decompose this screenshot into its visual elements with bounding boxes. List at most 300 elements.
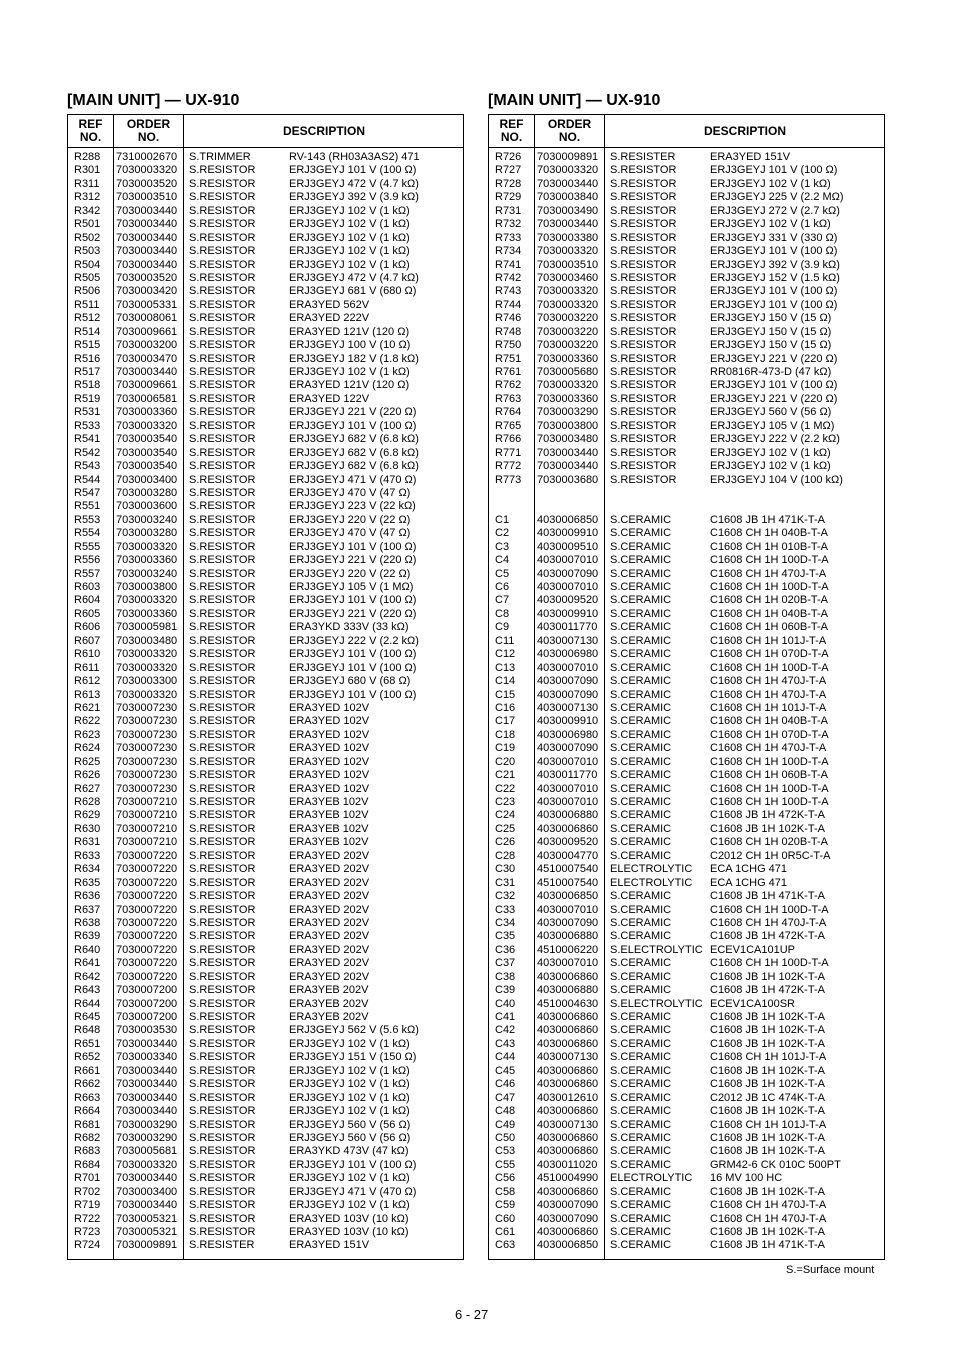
cell-part-number: C1608 CH 1H 470J-T-A <box>710 916 827 929</box>
cell-ref-no: R629 <box>74 809 101 822</box>
table-row <box>68 1159 463 1172</box>
cell-ref-no: R312 <box>74 191 101 204</box>
cell-order-no: 7030003320 <box>537 298 599 311</box>
table-row <box>489 890 884 903</box>
table-row <box>489 756 884 769</box>
cell-part-number: RV-143 (RH03A3AS2) 471 <box>289 151 420 163</box>
cell-part-type: S.RESISTOR <box>189 648 256 661</box>
cell-order-no: 7030003400 <box>116 1185 178 1198</box>
table-row <box>68 930 463 943</box>
cell-part-type: S.RESISTOR <box>189 406 256 419</box>
cell-order-no: 7030003320 <box>116 594 178 607</box>
cell-ref-no: R610 <box>74 648 101 661</box>
cell-part-type: ELECTROLYTIC <box>610 863 693 876</box>
cell-order-no: 4030007130 <box>537 1118 599 1131</box>
cell-order-no: 4030007130 <box>537 701 599 714</box>
cell-ref-no: R551 <box>74 500 101 513</box>
cell-order-no: 7030007220 <box>116 916 178 929</box>
cell-ref-no: C46 <box>495 1078 516 1091</box>
table-row <box>489 460 884 473</box>
cell-order-no: 7030007220 <box>116 970 178 983</box>
cell-order-no: 7030009661 <box>116 325 178 338</box>
cell-part-number: C1608 CH 1H 470J-T-A <box>710 1199 827 1212</box>
cell-part-number: ERJ3GEYJ 100 V (10 Ω) <box>289 339 411 352</box>
cell-part-type: S.RESISTOR <box>189 1078 256 1091</box>
table-row <box>489 527 884 540</box>
cell-part-type: S.RESISTOR <box>189 728 256 741</box>
cell-part-number: ERJ3GEYJ 101 V (100 Ω) <box>710 164 838 177</box>
cell-ref-no: R626 <box>74 769 101 782</box>
cell-part-number: C1608 CH 1H 040B-T-A <box>710 607 828 620</box>
cell-part-number: C1608 CH 1H 070D-T-A <box>710 728 829 741</box>
cell-ref-no: R732 <box>495 218 522 231</box>
cell-order-no: 4030006880 <box>537 930 599 943</box>
cell-part-type: S.RESISTOR <box>189 298 256 311</box>
table-row <box>68 527 463 540</box>
table-row <box>489 769 884 782</box>
cell-part-number: ERJ3GEYJ 102 V (1 kΩ) <box>710 218 831 231</box>
cell-part-number: C1608 JB 1H 102K-T-A <box>710 1078 825 1091</box>
cell-part-type: S.RESISTOR <box>189 567 256 580</box>
cell-ref-no: R541 <box>74 433 101 446</box>
cell-part-type: S.RESISTOR <box>610 366 677 378</box>
cell-part-type: S.RESISTOR <box>610 446 677 459</box>
cell-ref-no: R622 <box>74 715 101 728</box>
table-row <box>489 1038 884 1051</box>
table-row <box>489 178 884 191</box>
cell-ref-no: C35 <box>495 930 516 943</box>
cell-part-type: S.RESISTOR <box>189 419 256 432</box>
cell-order-no: 4030007010 <box>537 957 599 970</box>
cell-part-number: C1608 CH 1H 070D-T-A <box>710 648 829 661</box>
cell-ref-no: R556 <box>74 554 101 567</box>
cell-part-number: C2012 JB 1C 474K-T-A <box>710 1091 825 1104</box>
table-row <box>489 1186 884 1199</box>
cell-part-number: ERJ3GEYJ 472 V (4.7 kΩ) <box>289 177 419 190</box>
cell-part-number: ERA3YEB 102V <box>289 822 369 835</box>
cell-ref-no: C43 <box>495 1037 516 1050</box>
cell-part-number: ERJ3GEYJ 560 V (56 Ω) <box>289 1131 411 1144</box>
table-row <box>68 568 463 581</box>
cell-order-no: 4510004990 <box>537 1172 599 1185</box>
cell-ref-no: R727 <box>495 164 522 177</box>
cell-ref-no: R644 <box>74 997 101 1010</box>
cell-order-no: 7030007220 <box>116 943 178 956</box>
cell-part-number: C1608 CH 1H 470J-T-A <box>710 675 827 688</box>
table-row <box>489 1092 884 1105</box>
cell-part-type: S.RESISTOR <box>189 1185 256 1198</box>
cell-order-no: 7030003280 <box>116 527 178 540</box>
cell-ref-no: C59 <box>495 1199 516 1212</box>
cell-part-type: S.RESISTOR <box>189 1011 256 1023</box>
table-row <box>68 823 463 836</box>
cell-order-no: 7030003320 <box>116 661 178 674</box>
table-row <box>68 1239 463 1252</box>
cell-part-type: S.RESISTOR <box>189 701 256 714</box>
cell-ref-no: C22 <box>495 782 516 795</box>
table-row <box>489 1051 884 1064</box>
cell-ref-no: R504 <box>74 258 101 271</box>
cell-ref-no: R746 <box>495 312 522 325</box>
cell-part-number: ERA3YED 103V (10 kΩ) <box>289 1226 409 1238</box>
cell-part-number: ERA3YED 102V <box>289 742 370 755</box>
table-row <box>489 742 884 755</box>
cell-ref-no: C14 <box>495 675 516 688</box>
cell-part-type: S.CERAMIC <box>610 1011 672 1023</box>
cell-part-number: ERJ3GEYJ 682 V (6.8 kΩ) <box>289 460 419 473</box>
cell-part-number: C1608 CH 1H 040B-T-A <box>710 527 828 540</box>
cell-ref-no: C26 <box>495 836 516 849</box>
cell-order-no: 7030003540 <box>116 460 178 473</box>
cell-order-no: 7030003360 <box>537 352 599 365</box>
cell-ref-no: C49 <box>495 1118 516 1131</box>
cell-order-no: 4030007010 <box>537 782 599 795</box>
table-row <box>68 608 463 621</box>
table-row <box>68 1092 463 1105</box>
cell-ref-no: C24 <box>495 809 516 822</box>
cell-part-number: C1608 JB 1H 102K-T-A <box>710 1226 825 1238</box>
table-row <box>68 1038 463 1051</box>
table-row <box>489 151 884 164</box>
cell-part-type: S.RESISTOR <box>189 782 256 795</box>
cell-order-no: 7030003540 <box>116 433 178 446</box>
cell-part-number: C1608 JB 1H 472K-T-A <box>710 809 825 822</box>
cell-part-number: ERA3YED 122V <box>289 392 370 405</box>
cell-part-type: S.CERAMIC <box>610 890 672 903</box>
cell-part-type: S.RESISTOR <box>189 271 256 284</box>
table-row <box>489 339 884 352</box>
table-row <box>489 554 884 567</box>
cell-part-type: S.CERAMIC <box>610 782 672 795</box>
cell-order-no: 7030009661 <box>116 379 178 392</box>
cell-part-type: S.RESISTOR <box>189 191 256 204</box>
cell-part-type: S.CERAMIC <box>610 769 672 782</box>
cell-order-no: 7030003440 <box>116 218 178 231</box>
cell-part-type: S.RESISTOR <box>189 433 256 446</box>
table-row <box>489 635 884 648</box>
cell-part-number: ERJ3GEYJ 101 V (100 Ω) <box>710 285 838 298</box>
table-row <box>489 245 884 258</box>
table-row <box>68 957 463 970</box>
cell-part-type: S.RESISTOR <box>189 1172 256 1185</box>
cell-order-no: 4030007010 <box>537 661 599 674</box>
cell-ref-no: C58 <box>495 1185 516 1198</box>
table-row <box>489 809 884 822</box>
table-row <box>68 850 463 863</box>
cell-ref-no: C30 <box>495 863 516 876</box>
cell-order-no: 7030003220 <box>537 339 599 352</box>
cell-ref-no: C12 <box>495 648 516 661</box>
cell-part-number: ERJ3GEYJ 105 V (1 MΩ) <box>289 581 414 593</box>
cell-part-number: ERA3YED 102V <box>289 701 370 714</box>
cell-part-number: ERJ3GEYJ 182 V (1.8 kΩ) <box>289 352 419 365</box>
table-row <box>68 581 463 594</box>
cell-part-type: S.RESISTOR <box>189 379 256 392</box>
cell-order-no: 4030007010 <box>537 796 599 808</box>
right-table-body <box>489 151 884 1253</box>
cell-part-number: ECEV1CA100SR <box>710 997 795 1010</box>
table-row <box>489 689 884 702</box>
cell-part-type: S.RESISTOR <box>189 755 256 768</box>
cell-part-number: C1608 CH 1H 101J-T-A <box>710 1118 827 1131</box>
cell-part-type: S.RESISTOR <box>189 581 256 593</box>
cell-order-no: 7030003320 <box>116 688 178 701</box>
cell-ref-no: R645 <box>74 1011 101 1023</box>
cell-order-no: 4510007540 <box>537 876 599 889</box>
cell-part-type: S.RESISTOR <box>610 204 677 217</box>
cell-ref-no: C20 <box>495 755 516 768</box>
cell-ref-no: C40 <box>495 997 516 1010</box>
cell-ref-no: R542 <box>74 446 101 459</box>
cell-part-number: ERJ3GEYJ 101 V (100 Ω) <box>710 379 838 392</box>
table-row <box>68 245 463 258</box>
cell-part-number: ERA3YED 103V (10 kΩ) <box>289 1212 409 1225</box>
cell-order-no: 4030006880 <box>537 809 599 822</box>
cell-part-number: ERJ3GEYJ 150 V (15 Ω) <box>710 312 832 325</box>
cell-part-number: C1608 CH 1H 101J-T-A <box>710 634 827 647</box>
cell-order-no: 7030003490 <box>537 204 599 217</box>
cell-ref-no: R766 <box>495 433 522 446</box>
cell-order-no: 4510007540 <box>537 863 599 876</box>
cell-part-type: S.CERAMIC <box>610 1199 672 1212</box>
cell-ref-no: R511 <box>74 298 100 311</box>
cell-ref-no: R664 <box>74 1105 101 1118</box>
cell-part-type: S.CERAMIC <box>610 849 672 862</box>
table-row <box>68 420 463 433</box>
cell-part-type: S.RESISTOR <box>189 903 256 916</box>
cell-order-no: 4030006860 <box>537 1078 599 1091</box>
table-row <box>68 877 463 890</box>
table-row <box>489 1132 884 1145</box>
table-row <box>68 836 463 849</box>
cell-part-type: ELECTROLYTIC <box>610 1172 693 1185</box>
cell-ref-no: R505 <box>74 271 101 284</box>
cell-order-no: 7030007220 <box>116 890 178 903</box>
cell-part-type: S.CERAMIC <box>610 970 672 983</box>
cell-part-type: S.CERAMIC <box>610 634 672 647</box>
cell-ref-no: R557 <box>74 567 101 580</box>
cell-part-type: S.RESISTOR <box>189 688 256 701</box>
cell-order-no: 7030003320 <box>537 245 599 258</box>
cell-part-number: ERA3YKD 473V (47 kΩ) <box>289 1145 409 1158</box>
cell-part-number: ERJ3GEYJ 472 V (4.7 kΩ) <box>289 271 419 284</box>
table-row <box>68 1145 463 1158</box>
cell-ref-no: R506 <box>74 285 101 298</box>
cell-ref-no: R663 <box>74 1091 101 1104</box>
table-row <box>68 1119 463 1132</box>
cell-part-number: ERA3YED 202V <box>289 957 370 970</box>
cell-ref-no: C21 <box>495 769 516 782</box>
table-row <box>489 1145 884 1158</box>
cell-part-number: C1608 CH 1H 470J-T-A <box>710 742 827 755</box>
cell-order-no: 7030007220 <box>116 903 178 916</box>
cell-part-number: ERJ3GEYJ 681 V (680 Ω) <box>289 285 417 298</box>
table-row <box>68 487 463 500</box>
table-row <box>489 326 884 339</box>
cell-order-no: 4030009910 <box>537 527 599 540</box>
cell-part-number: C2012 CH 1H 0R5C-T-A <box>710 849 831 862</box>
table-row <box>68 1105 463 1118</box>
table-row <box>489 474 884 487</box>
cell-order-no: 7030003440 <box>116 1105 178 1118</box>
cell-ref-no: R723 <box>74 1226 101 1238</box>
cell-part-type: S.RESISTOR <box>189 970 256 983</box>
cell-ref-no: C37 <box>495 957 516 970</box>
cell-part-number: C1608 CH 1H 470J-T-A <box>710 688 827 701</box>
table-row <box>68 756 463 769</box>
cell-ref-no: R613 <box>74 688 101 701</box>
cell-order-no: 7030007230 <box>116 755 178 768</box>
cell-order-no: 7030003440 <box>116 258 178 271</box>
cell-order-no: 7030003840 <box>537 191 599 204</box>
cell-order-no: 7030003510 <box>116 191 178 204</box>
cell-part-number: ERJ3GEYJ 272 V (2.7 kΩ) <box>710 204 840 217</box>
cell-part-type: S.CERAMIC <box>610 822 672 835</box>
cell-order-no: 7030003320 <box>537 164 599 177</box>
cell-ref-no: R651 <box>74 1037 101 1050</box>
cell-order-no: 4030007090 <box>537 675 599 688</box>
cell-part-type: S.RESISTOR <box>610 433 677 446</box>
cell-part-number: ERA3YED 202V <box>289 863 370 876</box>
cell-part-number: C1608 CH 1H 100D-T-A <box>710 903 829 916</box>
table-row <box>489 823 884 836</box>
cell-ref-no: R623 <box>74 728 101 741</box>
cell-part-number: C1608 JB 1H 102K-T-A <box>710 1105 825 1118</box>
cell-part-type: S.RESISTOR <box>189 809 256 822</box>
table-row <box>489 272 884 285</box>
cell-ref-no: R301 <box>74 164 101 177</box>
cell-part-type: S.RESISTOR <box>189 177 256 190</box>
table-row <box>489 406 884 419</box>
cell-part-type: S.CERAMIC <box>610 567 672 580</box>
table-row <box>68 500 463 513</box>
cell-ref-no: R635 <box>74 876 101 889</box>
header-order-label: ORDER NO. <box>126 117 171 144</box>
cell-ref-no: C39 <box>495 984 516 997</box>
cell-order-no: 7030003200 <box>116 339 178 352</box>
cell-ref-no: R633 <box>74 849 101 862</box>
cell-ref-no: R621 <box>74 701 101 714</box>
cell-part-number: ERJ3GEYJ 101 V (100 Ω) <box>289 1158 417 1171</box>
cell-part-number: ERJ3GEYJ 225 V (2.2 MΩ) <box>710 191 844 204</box>
cell-ref-no: R603 <box>74 581 101 593</box>
cell-part-number: 16 MV 100 HC <box>710 1172 783 1185</box>
cell-part-type: S.RESISTOR <box>189 957 256 970</box>
cell-part-type: S.CERAMIC <box>610 742 672 755</box>
cell-order-no: 7030003220 <box>537 325 599 338</box>
cell-ref-no: R642 <box>74 970 101 983</box>
cell-ref-no: R744 <box>495 298 522 311</box>
cell-ref-no: R726 <box>495 151 522 163</box>
cell-part-type: S.RESISTOR <box>189 594 256 607</box>
cell-part-type: S.CERAMIC <box>610 1051 672 1064</box>
cell-part-type: S.CERAMIC <box>610 1158 672 1171</box>
cell-part-type: S.RESISTOR <box>189 1158 256 1171</box>
cell-order-no: 7030005681 <box>116 1145 178 1158</box>
cell-ref-no: C5 <box>495 567 510 580</box>
cell-part-number: ERJ3GEYJ 102 V (1 kΩ) <box>289 1037 410 1050</box>
cell-order-no: 7030003480 <box>537 433 599 446</box>
cell-part-type: S.RESISTOR <box>189 164 256 177</box>
table-row <box>68 863 463 876</box>
table-row <box>68 178 463 191</box>
cell-part-number: C1608 JB 1H 102K-T-A <box>710 1037 825 1050</box>
cell-part-number: C1608 CH 1H 470J-T-A <box>710 567 827 580</box>
cell-order-no: 7030007230 <box>116 701 178 714</box>
cell-order-no: 4030006860 <box>537 1037 599 1050</box>
cell-ref-no: R731 <box>495 204 522 217</box>
header-description <box>605 115 885 147</box>
left-parts-table <box>67 114 464 1260</box>
cell-part-number: ERA3YED 202V <box>289 970 370 983</box>
table-row <box>68 541 463 554</box>
table-row <box>68 164 463 177</box>
cell-ref-no: R722 <box>74 1212 101 1225</box>
cell-order-no: 7030003800 <box>537 419 599 432</box>
cell-part-number: ERJ3GEYJ 102 V (1 kΩ) <box>289 1078 410 1091</box>
table-row <box>68 729 463 742</box>
cell-ref-no: R512 <box>74 312 101 325</box>
cell-part-type: S.RESISTOR <box>610 325 677 338</box>
table-row <box>489 218 884 231</box>
cell-order-no: 7030007200 <box>116 997 178 1010</box>
cell-order-no: 4030007090 <box>537 742 599 755</box>
cell-part-type: ELECTROLYTIC <box>610 876 693 889</box>
cell-ref-no: R544 <box>74 473 101 486</box>
table-row <box>68 635 463 648</box>
cell-ref-no: C23 <box>495 796 516 808</box>
cell-order-no: 7030008061 <box>116 312 178 325</box>
cell-part-number: ECA 1CHG 471 <box>710 863 788 876</box>
cell-part-type: S.RESISTOR <box>189 890 256 903</box>
cell-part-number: ERA3YED 102V <box>289 769 370 782</box>
cell-order-no: 7030005680 <box>537 366 599 378</box>
table-row <box>489 299 884 312</box>
cell-part-type: S.CERAMIC <box>610 1131 672 1144</box>
cell-part-type: S.RESISTOR <box>189 1091 256 1104</box>
header-ref-label: REF NO. <box>78 117 103 144</box>
cell-order-no: 7030006581 <box>116 392 178 405</box>
cell-part-type: S.RESISTOR <box>610 177 677 190</box>
cell-order-no: 4030006860 <box>537 970 599 983</box>
cell-order-no: 4030006850 <box>537 890 599 903</box>
cell-ref-no: R743 <box>495 285 522 298</box>
cell-ref-no: R643 <box>74 984 101 997</box>
cell-order-no: 7030003220 <box>537 312 599 325</box>
cell-ref-no: R765 <box>495 419 522 432</box>
cell-ref-no: R554 <box>74 527 101 540</box>
cell-order-no: 7030003320 <box>537 379 599 392</box>
cell-part-type: S.RESISTOR <box>189 540 256 553</box>
cell-part-type: S.CERAMIC <box>610 715 672 728</box>
cell-ref-no: R648 <box>74 1024 101 1037</box>
cell-ref-no: R684 <box>74 1158 101 1171</box>
cell-order-no: 7030003800 <box>116 581 178 593</box>
cell-part-type: S.RESISTOR <box>189 527 256 540</box>
cell-order-no: 7030003320 <box>116 540 178 553</box>
cell-part-number: ERJ3GEYJ 222 V (2.2 kΩ) <box>710 433 840 446</box>
cell-part-type: S.CERAMIC <box>610 1212 672 1225</box>
cell-part-number: C1608 CH 1H 060B-T-A <box>710 769 828 782</box>
cell-order-no: 4030006860 <box>537 1011 599 1023</box>
cell-order-no: 7030007230 <box>116 769 178 782</box>
cell-order-no: 7030003340 <box>116 1051 178 1064</box>
cell-part-type: S.RESISTOR <box>610 298 677 311</box>
cell-ref-no: C11 <box>495 634 515 647</box>
cell-ref-no: R553 <box>74 513 101 526</box>
cell-order-no: 7030007220 <box>116 863 178 876</box>
cell-part-type: S.RESISTOR <box>189 796 256 808</box>
